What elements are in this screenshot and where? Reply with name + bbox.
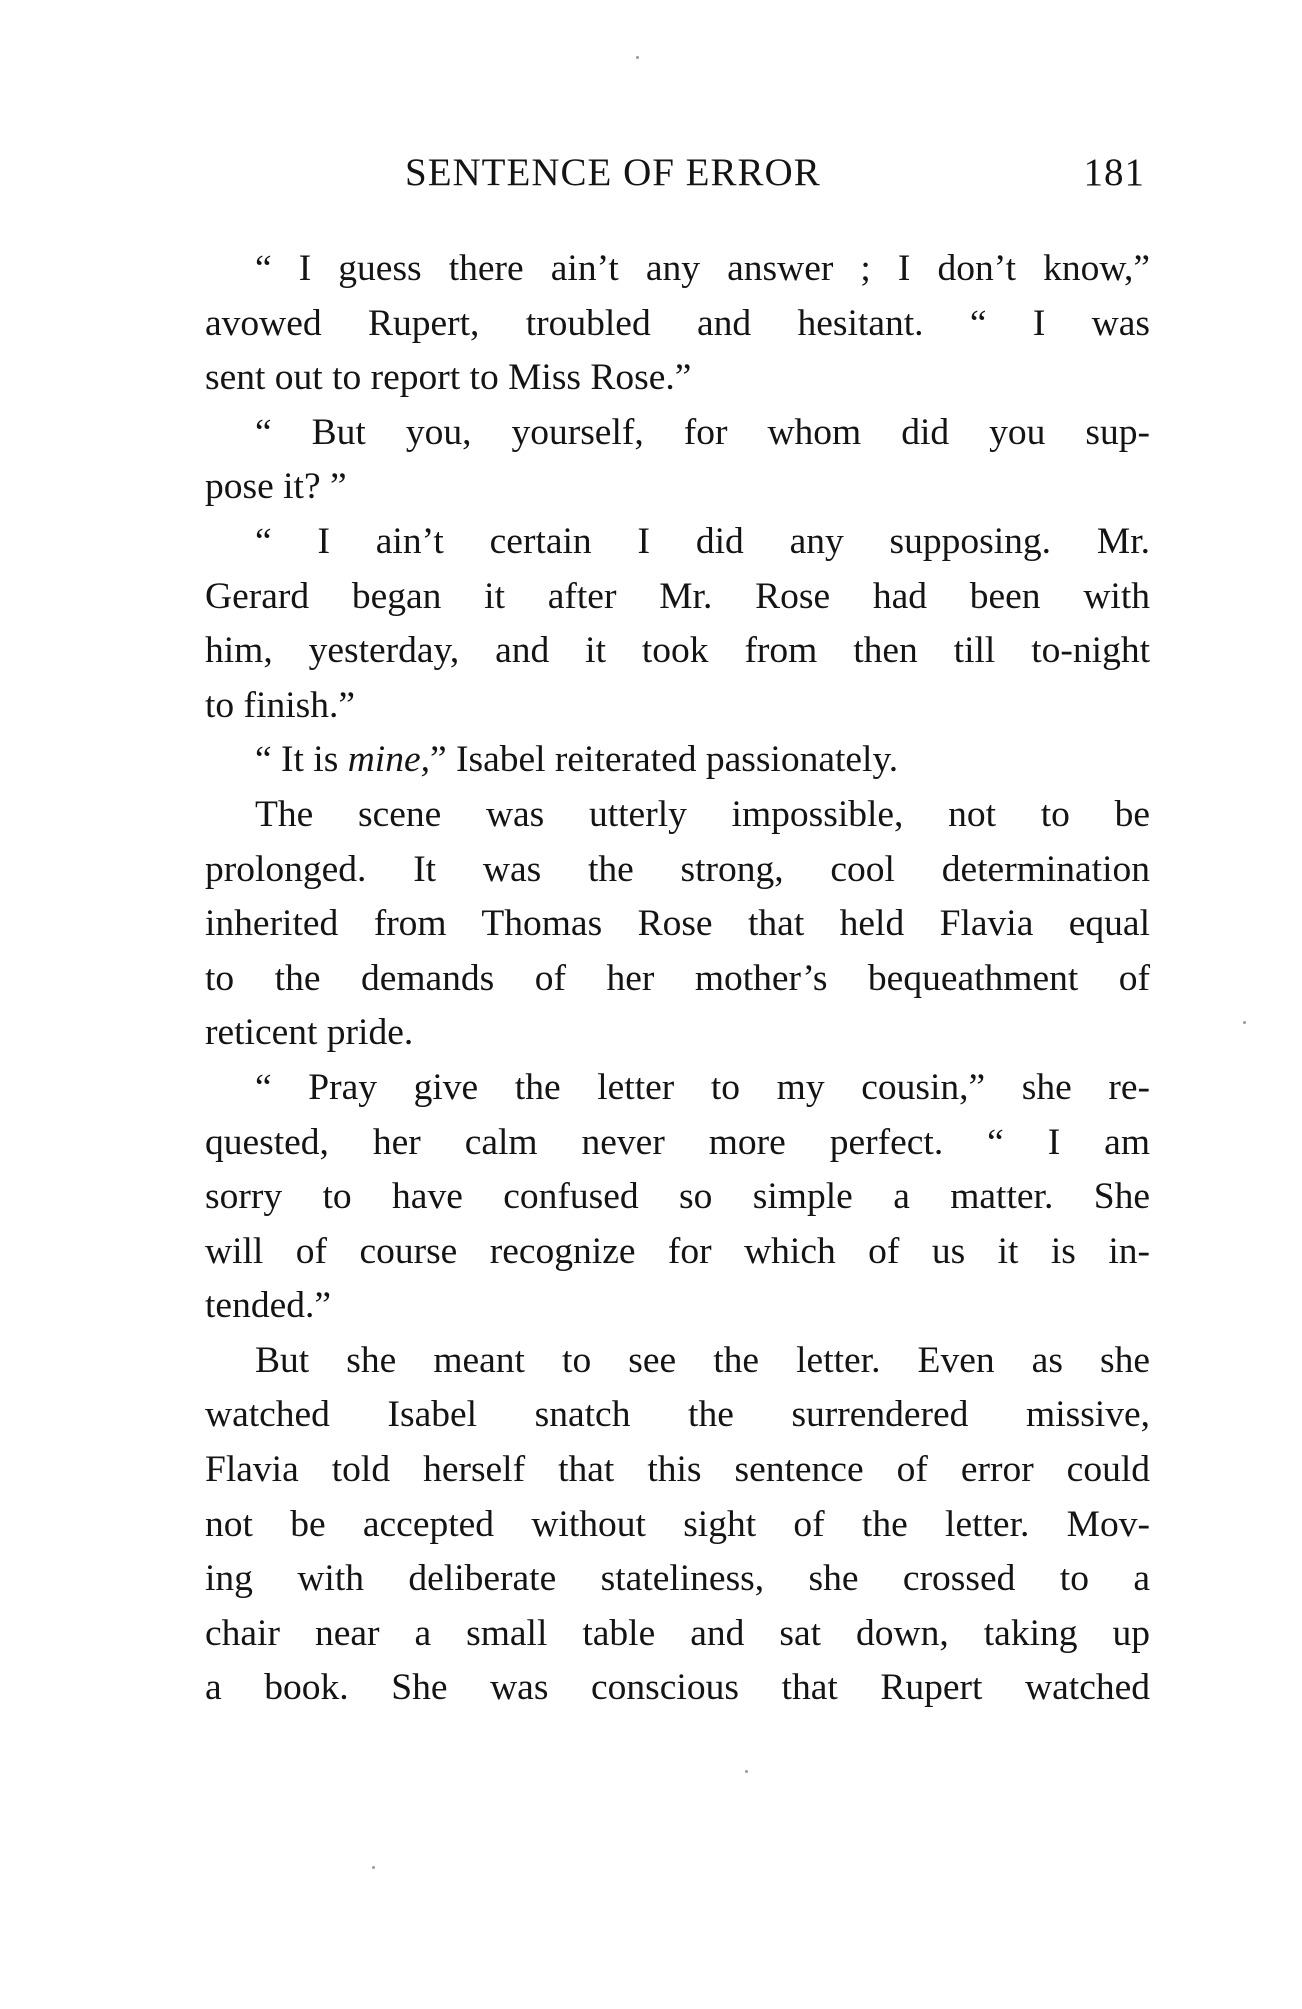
text-line: watched Isabel snatch the surrendered missive,	[205, 1394, 1150, 1436]
chapter-title: SENTENCE OF ERROR	[405, 151, 821, 194]
text-line: chair near a small table and sat down, taking up	[205, 1612, 1150, 1654]
body-text	[205, 242, 1150, 1716]
text-line: Gerard began it after Mr. Rose had been with	[205, 575, 1150, 617]
page-number: 181	[1083, 151, 1145, 194]
text-line: pose it? ”	[205, 466, 347, 508]
text-line: The scene was utterly impossible, not to be	[255, 793, 1150, 835]
text-line: But she meant to see the letter. Even as she	[255, 1339, 1150, 1381]
text-line: inherited from Thomas Rose that held Flavia equal	[205, 903, 1150, 945]
text-line: a book. She was conscious that Rupert watched	[205, 1667, 1150, 1709]
text-line: “ But you, yourself, for whom did you sup-	[255, 411, 1150, 453]
text-line: prolonged. It was the strong, cool determination	[205, 848, 1150, 890]
text-line: reticent pride.	[205, 1012, 414, 1054]
text-line: him, yesterday, and it took from then till to-night	[205, 630, 1150, 672]
text-line: will of course recognize for which of us it is in-	[205, 1230, 1150, 1272]
paper-speck	[372, 1866, 375, 1869]
text-line: to the demands of her mother’s bequeathment of	[205, 957, 1150, 999]
text-line: tended.”	[205, 1285, 331, 1327]
text-line: “ Pray give the letter to my cousin,” she re-	[255, 1066, 1150, 1108]
text-line: not be accepted without sight of the letter. Mov-	[205, 1503, 1150, 1545]
paper-speck	[1243, 1021, 1246, 1024]
paper-speck	[636, 56, 639, 59]
text-line: sent out to report to Miss Rose.”	[205, 357, 692, 399]
text-line: to finish.”	[205, 684, 355, 726]
text-line: ing with deliberate stateliness, she crossed to a	[205, 1558, 1150, 1600]
text-line: “ I ain’t certain I did any supposing. Mr.	[255, 520, 1150, 562]
text-line: Flavia told herself that this sentence of error could	[205, 1449, 1150, 1491]
text-line-end: ” Isabel reiterated passionately.	[429, 739, 899, 781]
text-line-start: “ It is	[255, 739, 348, 781]
running-head	[205, 150, 1145, 200]
text-line: quested, her calm never more perfect. “ I am	[205, 1121, 1150, 1163]
italic-word: mine,	[347, 739, 430, 781]
text-line	[205, 733, 1150, 788]
text-line: avowed Rupert, troubled and hesitant. “ I was	[205, 302, 1150, 344]
text-line: “ I guess there ain’t any answer ; I don’t know,”	[255, 248, 1150, 289]
paper-speck	[745, 1770, 748, 1773]
text-line: sorry to have confused so simple a matter. She	[205, 1176, 1150, 1218]
